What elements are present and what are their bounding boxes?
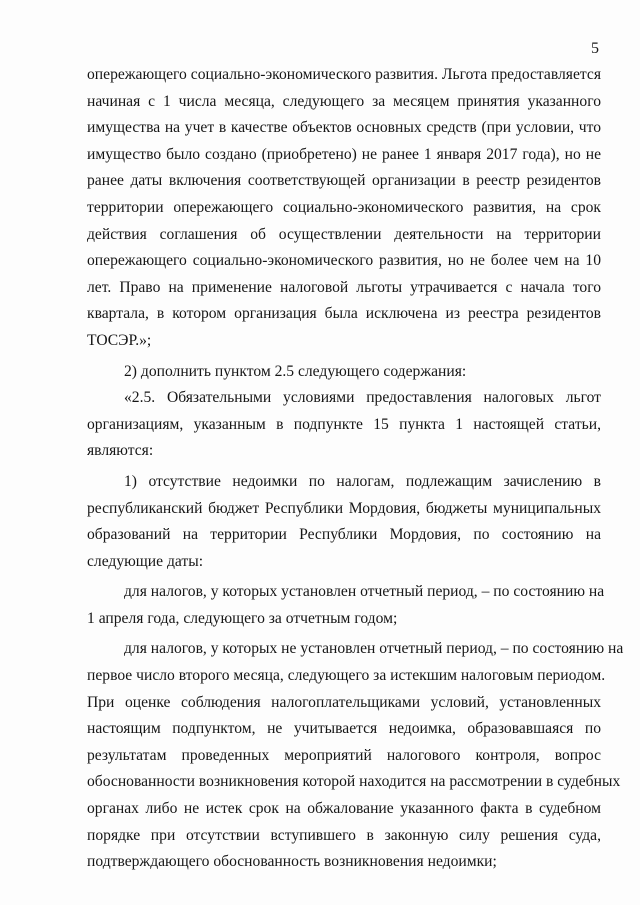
paragraph-p3 (87, 385, 601, 465)
text-line: ранее даты включения соответствующей организации в реестр резидентов (87, 172, 601, 190)
text-line: ТОСЭР.»; (87, 331, 152, 349)
text-line: порядке при отсутствии вступившего в законную силу решения суда, (87, 826, 601, 844)
paragraph-p1 (87, 62, 601, 355)
text-line: 1) отсутствие недоимки по налогам, подлежащим зачислению в (124, 472, 601, 490)
text-line: 1 апреля года, следующего за отчетным годом; (87, 609, 398, 627)
text-line: лет. Право на применение налоговой льготы утрачивается с начала того (87, 278, 601, 296)
text-line: обоснованности возникновения которой находится на рассмотрении в судебных (87, 773, 621, 791)
text-line: территории опережающего социально-экономического развития, на срок (87, 198, 601, 216)
text-line: результатам проведенных мероприятий налогового контроля, вопрос (87, 746, 601, 764)
text-line: «2.5. Обязательными условиями предоставления налоговых льгот (124, 389, 601, 407)
text-line: 2) дополнить пунктом 2.5 следующего содержания: (124, 362, 467, 380)
document-body (87, 62, 624, 876)
text-line: для налогов, у которых не установлен отчетный период, – по состоянию на (124, 640, 624, 658)
paragraph-p2 (87, 359, 601, 386)
text-line: опережающего социально-экономического развития, но не более чем на 10 (87, 252, 601, 270)
text-line: При оценке соблюдения налогоплательщиками условий, установленных (87, 693, 601, 711)
text-line: опережающего социально-экономического развития. Льгота предоставляется (87, 66, 601, 83)
text-line: имущества на учет в качестве объектов основных средств (при условии, что (87, 119, 601, 137)
text-line: начиная с 1 числа месяца, следующего за месяцем принятия указанного (87, 92, 601, 110)
text-line: первое число второго месяца, следующего за истекшим налоговым периодом. (87, 667, 606, 685)
text-line: действия соглашения об осуществлении деятельности на территории (87, 225, 601, 243)
paragraph-p4 (87, 469, 601, 575)
text-line: квартала, в котором организация была исключена из реестра резидентов (87, 305, 601, 323)
text-line: следующие даты: (87, 552, 204, 570)
text-line: образований на территории Республики Мордовия, по состоянию на (87, 526, 601, 544)
text-line: являются: (87, 442, 154, 460)
text-line: имущество было создано (приобретено) не ранее 1 января 2017 года), но не (87, 145, 601, 163)
text-line: органах либо не истек срок на обжалование указанного факта в судебном (87, 800, 601, 818)
text-line: республиканский бюджет Республики Мордовия, бюджеты муниципальных (87, 499, 601, 517)
text-line: организациям, указанным в подпункте 15 пункта 1 настоящей статьи, (87, 415, 601, 433)
paragraph-p5 (87, 579, 605, 632)
text-line: настоящим подпунктом, не учитывается недоимка, образовавшаяся по (87, 720, 601, 738)
paragraph-p6 (87, 636, 624, 875)
text-line: подтверждающего обоснованность возникновения недоимки; (87, 853, 497, 871)
page-number: 5 (591, 40, 599, 57)
text-line: для налогов, у которых установлен отчетный период, – по состоянию на (124, 583, 605, 601)
